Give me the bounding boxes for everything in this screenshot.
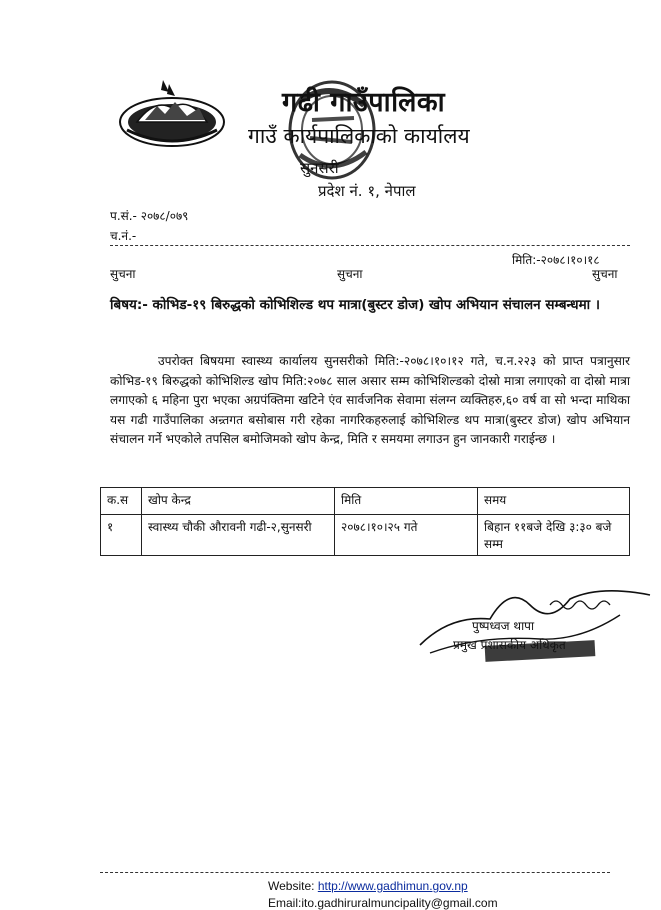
- letter-subject: बिषय:- कोभिड-१९ बिरुद्धको कोभिशिल्ड थप मात्रा(बुस्टर डोज) खोप अभियान संचालन सम्बन्धमा ।: [110, 297, 600, 313]
- notice-label: सुचना: [337, 267, 363, 281]
- table-cell: २०७८।१०।२५ गते: [335, 515, 478, 556]
- letter-body: उपरोक्त बिषयमा स्वास्थ्य कार्यालय सुनसरीको मिति:-२०७८।१०।१२ गते, च.न.२२३ को प्राप्त पत्रानुसार कोभिड-१९ बिरुद्धको कोभिशिल्ड खोप मिति:२०७८ साल असार सम्म कोभिशिल्डको दोस्रो मात्रा लगाएको वा दोस्रो मात्रा लगाएको ६ महिना पुरा भएका अग्रपंक्तिमा खटिने एंव सार्वजनिक सेवामा संलग्न व्यक्तिहरु,६० वर्ष वा सो भन्दा माथिका यस गढी गाउँपालिका अन्र्तगत बसोबास गरी रहेका नागरिकहरुलाई कोभिशिल्ड थप मात्रा(बुस्टर डोज) खोप अभियान संचालन गर्ने भएकोले तपसिल बमोजिमको खोप केन्द्र, मिति र समयमा लगाउन हुन जानकारी गराईन्छ ।: [110, 354, 630, 446]
- table-header-row: [101, 488, 630, 515]
- website-label: Website:: [268, 879, 315, 893]
- column-header: समय: [478, 488, 630, 515]
- column-header: क.स: [101, 488, 142, 515]
- notice-label: सुचना: [110, 267, 136, 281]
- signatory-title: प्रमुख प्रशासकीय अधिकृत: [453, 638, 566, 652]
- province-name: प्रदेश नं. १, नेपाल: [318, 182, 416, 200]
- municipality-emblem: [115, 78, 230, 150]
- footer-divider: [100, 872, 610, 873]
- table-cell: १: [101, 515, 142, 556]
- office-address: सुनसरी: [300, 159, 339, 177]
- column-header: मिति: [335, 488, 478, 515]
- table-cell: स्वास्थ्य चौकी औरावनी गढी-२,सुनसरी: [142, 515, 335, 556]
- website-link[interactable]: http://www.gadhimun.gov.np: [317, 879, 468, 893]
- letter-date: मिति:-२०७८।१०।१८: [512, 253, 600, 267]
- vaccination-schedule-table: [100, 487, 630, 556]
- footer-email[interactable]: Email:ito.gadhiruralmuncipality@gmail.com: [268, 896, 498, 910]
- reference-number: प.सं.- २०७८/०७९: [110, 209, 189, 223]
- office-name: गाउँ कार्यपालिकाको कार्यालय: [248, 124, 470, 148]
- table-cell: बिहान ११बजे देखि ३:३० बजे सम्म: [478, 515, 630, 556]
- header-divider: [110, 245, 630, 246]
- notice-label: सुचना: [592, 267, 618, 281]
- municipality-title: गढी गाउँपालिका: [282, 87, 446, 118]
- signatory-name: पुष्पध्वज थापा: [472, 619, 535, 633]
- column-header: खोप केन्द्र: [142, 488, 335, 515]
- table-row: [101, 515, 630, 556]
- footer-website: [268, 879, 468, 893]
- dispatch-number: च.नं.-: [110, 229, 137, 243]
